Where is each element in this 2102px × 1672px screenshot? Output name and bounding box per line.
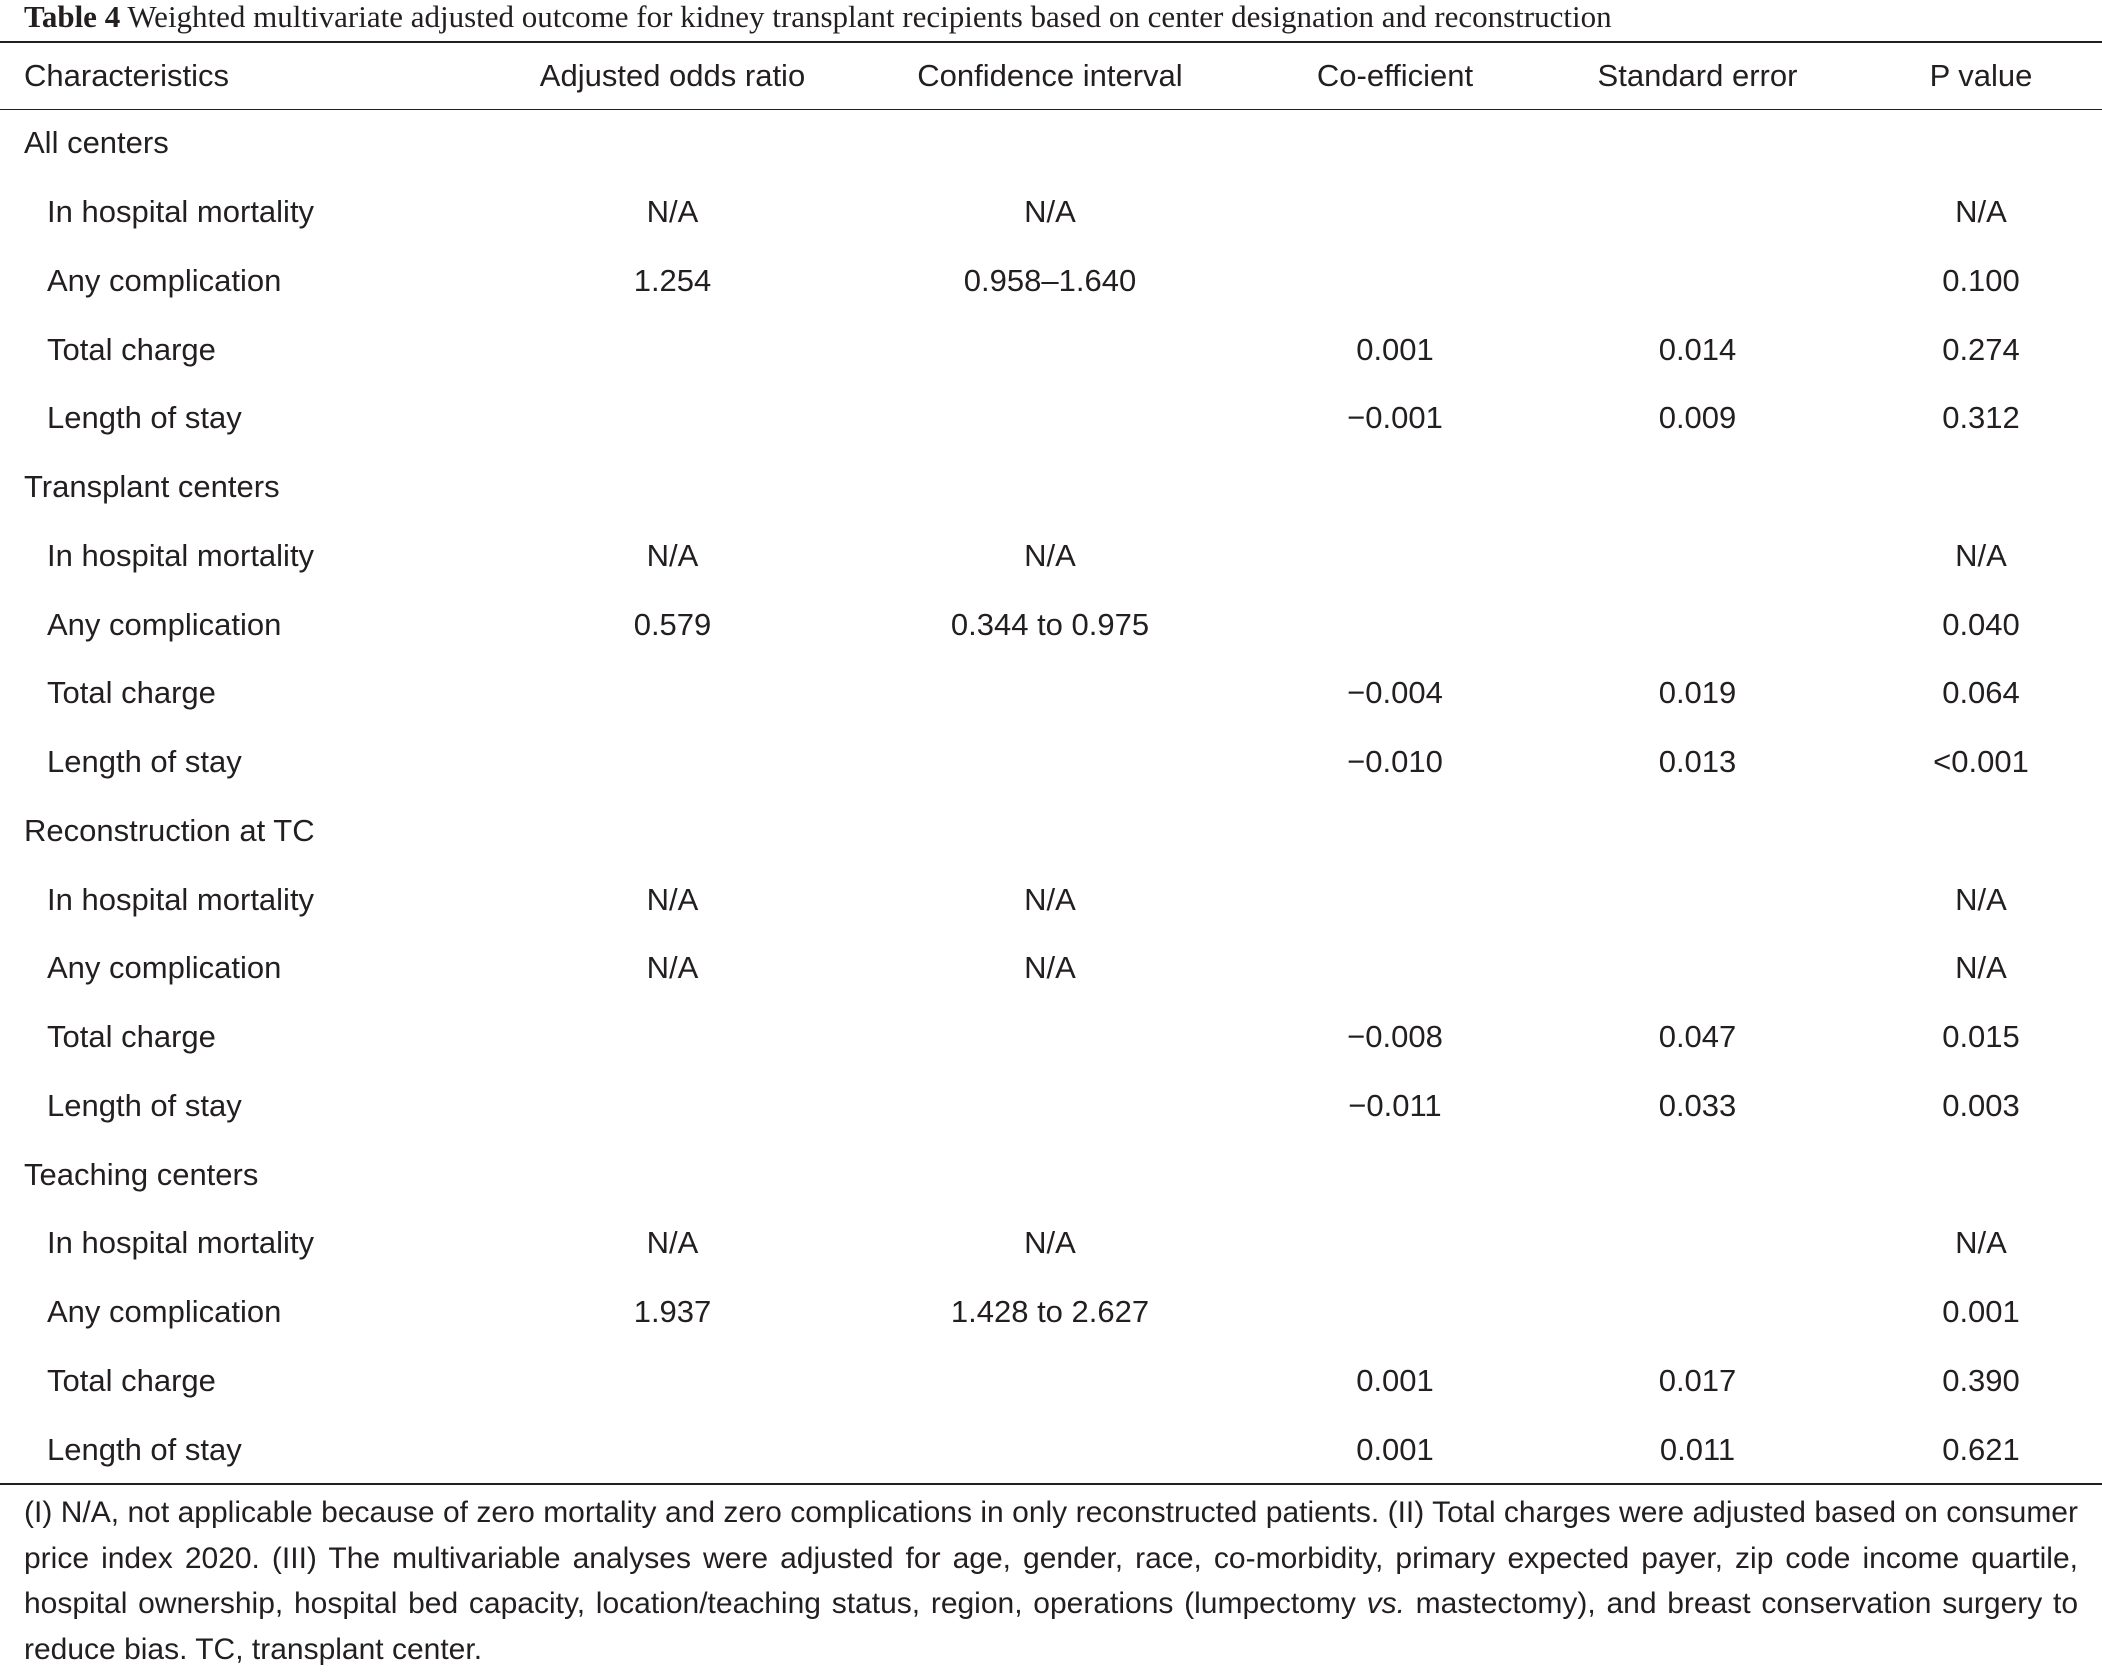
cell-p-value: 0.003 bbox=[1942, 1087, 2020, 1123]
table-row bbox=[0, 865, 2102, 934]
cell-standard-error: 0.009 bbox=[1658, 400, 1737, 436]
table-footnote bbox=[24, 1490, 2078, 1672]
cell-characteristic: Length of stay bbox=[47, 1087, 242, 1123]
cell-coefficient bbox=[1255, 865, 1535, 934]
header-adjusted-odds-ratio: Adjusted odds ratio bbox=[539, 58, 806, 93]
table-row bbox=[0, 1347, 2102, 1416]
cell-confidence-interval: 0.344 to 0.975 bbox=[950, 606, 1150, 642]
cell-characteristic: Length of stay bbox=[47, 400, 242, 436]
cell-characteristic: In hospital mortality bbox=[47, 1225, 315, 1261]
cell-characteristic: In hospital mortality bbox=[47, 537, 315, 573]
cell-confidence-interval: 1.428 to 2.627 bbox=[950, 1294, 1150, 1330]
cell-standard-error bbox=[1535, 865, 1860, 934]
cell-adjusted-odds-ratio bbox=[500, 1003, 845, 1072]
cell-standard-error: 0.019 bbox=[1658, 675, 1737, 711]
cell-standard-error bbox=[1535, 1278, 1860, 1347]
group-label: Transplant centers bbox=[24, 469, 280, 505]
cell-standard-error: 0.013 bbox=[1658, 744, 1737, 780]
cell-characteristic: Total charge bbox=[47, 331, 216, 367]
header-characteristics: Characteristics bbox=[24, 58, 229, 93]
footnote-text-end: mastectomy), and breast conservation surgery to reduce bias. TC, transplant center. bbox=[24, 1587, 2078, 1666]
cell-characteristic: Any complication bbox=[47, 950, 282, 986]
cell-p-value: N/A bbox=[1955, 950, 2007, 986]
cell-adjusted-odds-ratio bbox=[500, 728, 845, 797]
cell-characteristic: Total charge bbox=[47, 1019, 216, 1055]
table-row bbox=[0, 315, 2102, 384]
group-label: Teaching centers bbox=[24, 1156, 259, 1192]
table-row bbox=[0, 590, 2102, 659]
table-row bbox=[0, 247, 2102, 316]
footnote-text: (I) N/A, not applicable because of zero mortality and zero complications in only reconstructed patients. (II) Total charges were adjusted based on consumer price index 2020. (III) The multivariable analyses were adjusted for age, gender, race, co-morbidity, primary expected payer, zip code income quartile, hospital ownership, hospital bed capacity, location/teaching status, region, operations (lumpectomy bbox=[24, 1496, 2078, 1620]
table-row bbox=[0, 934, 2102, 1003]
table-title: Weighted multivariate adjusted outcome for kidney transplant recipients based on center designation and reconstruction bbox=[127, 0, 1612, 34]
cell-adjusted-odds-ratio bbox=[500, 1415, 845, 1484]
header-p-value: P value bbox=[1929, 58, 2033, 93]
cell-coefficient: −0.008 bbox=[1347, 1019, 1443, 1055]
cell-standard-error bbox=[1535, 178, 1860, 247]
cell-p-value: 0.064 bbox=[1942, 675, 2020, 711]
cell-coefficient: −0.001 bbox=[1347, 400, 1443, 436]
cell-coefficient bbox=[1255, 522, 1535, 591]
group-label: Reconstruction at TC bbox=[24, 812, 315, 848]
cell-adjusted-odds-ratio: N/A bbox=[646, 537, 699, 573]
cell-confidence-interval: N/A bbox=[1024, 950, 1076, 986]
cell-characteristic: Any complication bbox=[47, 262, 282, 298]
table-row bbox=[0, 659, 2102, 728]
cell-confidence-interval bbox=[845, 1415, 1255, 1484]
cell-characteristic: Length of stay bbox=[47, 744, 242, 780]
cell-confidence-interval bbox=[845, 728, 1255, 797]
footnote-italic: vs. bbox=[1366, 1587, 1405, 1620]
table-caption bbox=[24, 0, 2084, 34]
cell-coefficient bbox=[1255, 934, 1535, 1003]
cell-p-value: 0.040 bbox=[1942, 606, 2020, 642]
table-row bbox=[0, 728, 2102, 797]
cell-coefficient: 0.001 bbox=[1356, 1431, 1434, 1467]
cell-characteristic: Any complication bbox=[47, 606, 282, 642]
table-row bbox=[0, 178, 2102, 247]
table-row bbox=[0, 1278, 2102, 1347]
table-row bbox=[0, 1003, 2102, 1072]
cell-p-value: <0.001 bbox=[1933, 744, 2029, 780]
cell-characteristic: In hospital mortality bbox=[47, 881, 315, 917]
cell-coefficient: −0.004 bbox=[1347, 675, 1443, 711]
cell-standard-error: 0.033 bbox=[1658, 1087, 1737, 1123]
cell-adjusted-odds-ratio: N/A bbox=[646, 950, 699, 986]
cell-confidence-interval bbox=[845, 315, 1255, 384]
cell-adjusted-odds-ratio: 1.254 bbox=[633, 262, 712, 298]
cell-standard-error bbox=[1535, 590, 1860, 659]
cell-characteristic: Total charge bbox=[47, 675, 216, 711]
cell-coefficient: −0.011 bbox=[1348, 1087, 1442, 1123]
cell-coefficient bbox=[1255, 1209, 1535, 1278]
cell-confidence-interval: N/A bbox=[1024, 881, 1076, 917]
cell-adjusted-odds-ratio bbox=[500, 315, 845, 384]
cell-p-value: 0.621 bbox=[1942, 1431, 2020, 1467]
cell-adjusted-odds-ratio: N/A bbox=[646, 1225, 699, 1261]
cell-p-value: 0.390 bbox=[1942, 1362, 2020, 1398]
cell-coefficient bbox=[1255, 247, 1535, 316]
cell-confidence-interval: N/A bbox=[1024, 194, 1076, 230]
table-body bbox=[0, 109, 2102, 1484]
cell-characteristic: In hospital mortality bbox=[47, 194, 315, 230]
table-row bbox=[0, 384, 2102, 453]
cell-standard-error bbox=[1535, 247, 1860, 316]
table-row bbox=[0, 1072, 2102, 1141]
cell-p-value: 0.001 bbox=[1942, 1294, 2020, 1330]
table-row bbox=[0, 1209, 2102, 1278]
cell-p-value: 0.312 bbox=[1942, 400, 2020, 436]
cell-adjusted-odds-ratio: N/A bbox=[646, 881, 699, 917]
table-row bbox=[0, 1415, 2102, 1484]
cell-adjusted-odds-ratio: N/A bbox=[646, 194, 699, 230]
data-table bbox=[0, 43, 2102, 1484]
cell-coefficient: 0.001 bbox=[1356, 331, 1434, 367]
group-row bbox=[0, 453, 2102, 522]
cell-confidence-interval: 0.958–1.640 bbox=[963, 262, 1137, 298]
cell-coefficient bbox=[1255, 178, 1535, 247]
cell-characteristic: Any complication bbox=[47, 1294, 282, 1330]
cell-p-value: N/A bbox=[1955, 881, 2007, 917]
group-row bbox=[0, 109, 2102, 178]
cell-adjusted-odds-ratio bbox=[500, 1072, 845, 1141]
header-row bbox=[0, 43, 2102, 109]
cell-confidence-interval: N/A bbox=[1024, 537, 1076, 573]
cell-confidence-interval bbox=[845, 1003, 1255, 1072]
cell-confidence-interval bbox=[845, 1072, 1255, 1141]
cell-adjusted-odds-ratio bbox=[500, 384, 845, 453]
cell-p-value: 0.274 bbox=[1942, 331, 2020, 367]
cell-standard-error bbox=[1535, 522, 1860, 591]
header-confidence-interval: Confidence interval bbox=[917, 58, 1183, 93]
cell-adjusted-odds-ratio bbox=[500, 659, 845, 728]
cell-coefficient bbox=[1255, 1278, 1535, 1347]
cell-p-value: 0.100 bbox=[1942, 262, 2020, 298]
cell-confidence-interval: N/A bbox=[1024, 1225, 1076, 1261]
group-row bbox=[0, 1140, 2102, 1209]
cell-standard-error: 0.014 bbox=[1658, 331, 1737, 367]
cell-characteristic: Total charge bbox=[47, 1362, 216, 1398]
cell-characteristic: Length of stay bbox=[47, 1431, 242, 1467]
cell-coefficient: 0.001 bbox=[1356, 1362, 1434, 1398]
cell-p-value: N/A bbox=[1955, 194, 2007, 230]
cell-coefficient: −0.010 bbox=[1347, 744, 1443, 780]
cell-coefficient bbox=[1255, 590, 1535, 659]
group-row bbox=[0, 797, 2102, 866]
cell-standard-error: 0.047 bbox=[1658, 1019, 1737, 1055]
group-label: All centers bbox=[24, 125, 169, 161]
table-label: Table 4 bbox=[24, 0, 121, 34]
cell-p-value: N/A bbox=[1955, 537, 2007, 573]
cell-standard-error: 0.011 bbox=[1659, 1431, 1736, 1467]
cell-adjusted-odds-ratio: 1.937 bbox=[633, 1294, 712, 1330]
cell-adjusted-odds-ratio: 0.579 bbox=[633, 606, 712, 642]
cell-p-value: 0.015 bbox=[1942, 1019, 2020, 1055]
cell-confidence-interval bbox=[845, 659, 1255, 728]
cell-standard-error bbox=[1535, 1209, 1860, 1278]
cell-adjusted-odds-ratio bbox=[500, 1347, 845, 1416]
cell-p-value: N/A bbox=[1955, 1225, 2007, 1261]
table-row bbox=[0, 522, 2102, 591]
header-coefficient: Co-efficient bbox=[1316, 58, 1474, 93]
cell-standard-error: 0.017 bbox=[1658, 1362, 1737, 1398]
cell-confidence-interval bbox=[845, 1347, 1255, 1416]
header-standard-error: Standard error bbox=[1597, 58, 1798, 93]
cell-standard-error bbox=[1535, 934, 1860, 1003]
cell-confidence-interval bbox=[845, 384, 1255, 453]
